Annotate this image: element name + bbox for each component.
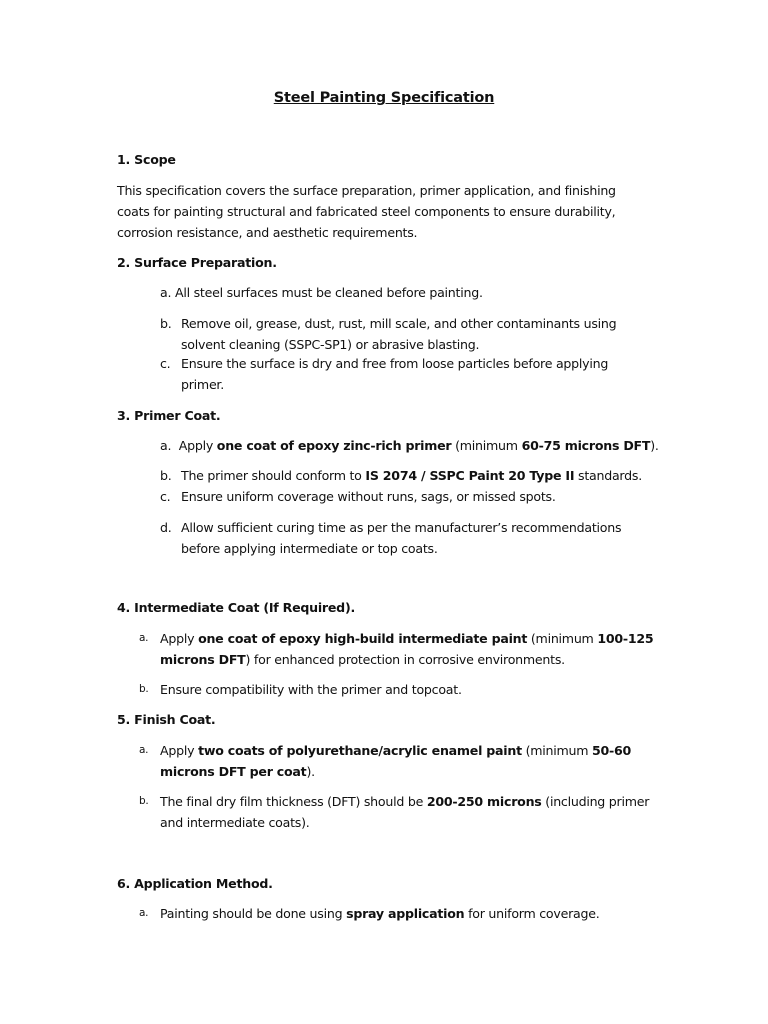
intermediate-item-a-line-1 xyxy=(160,628,653,649)
intermediate-item-a-mid: (minimum xyxy=(527,631,598,646)
surface-item-a: a. All steel surfaces must be cleaned before painting. xyxy=(160,285,483,300)
finish-item-b-post: (including primer xyxy=(541,794,650,809)
section-heading-scope: 1. Scope xyxy=(117,152,176,167)
surface-item-b-marker: b. xyxy=(160,316,172,331)
surface-item-c-line-1: Ensure the surface is dry and free from loose particles before applying xyxy=(181,356,609,371)
application-item-a-pre: Painting should be done using xyxy=(160,906,347,921)
finish-item-a-bold-3: microns DFT per coat xyxy=(160,764,307,779)
primer-item-a xyxy=(160,435,659,456)
scope-line-3: corrosion resistance, and aesthetic requirements. xyxy=(117,225,418,240)
finish-item-a xyxy=(160,740,631,782)
application-item-a-bold: spray application xyxy=(346,906,465,921)
surface-item-b-line-2: solvent cleaning (SSPC-SP1) or abrasive blasting. xyxy=(181,337,480,352)
finish-item-a-line-1 xyxy=(160,740,631,761)
finish-item-a-line-2 xyxy=(160,761,631,782)
primer-item-c-marker: c. xyxy=(160,489,171,504)
finish-item-b-pre: The final dry film thickness (DFT) should be xyxy=(160,794,427,809)
section-heading-primer-coat: 3. Primer Coat. xyxy=(117,408,221,423)
primer-item-d-marker: d. xyxy=(160,520,172,535)
finish-item-a-mid: (minimum xyxy=(521,743,593,758)
finish-item-b-bold: 200-250 microns xyxy=(426,794,542,809)
primer-item-d-line-2: before applying intermediate or top coats. xyxy=(181,541,438,556)
section-heading-finish-coat: 5. Finish Coat. xyxy=(117,712,216,727)
section-heading-application-method: 6. Application Method. xyxy=(117,876,273,891)
application-item-a-post: for uniform coverage. xyxy=(464,906,600,921)
scope-line-2: coats for painting structural and fabricated steel components to ensure durability, xyxy=(117,204,616,219)
intermediate-item-a-pre: Apply xyxy=(160,631,199,646)
primer-item-d-line-1: Allow sufficient curing time as per the manufacturer’s recommendations xyxy=(181,520,622,535)
primer-item-c: Ensure uniform coverage without runs, sags, or missed spots. xyxy=(181,489,556,504)
surface-item-b-line-1: Remove oil, grease, dust, rust, mill scale, and other contaminants using xyxy=(181,316,617,331)
section-heading-intermediate-coat: 4. Intermediate Coat (If Required). xyxy=(117,600,355,615)
intermediate-item-a-post: ) for enhanced protection in corrosive environments. xyxy=(245,652,565,667)
finish-item-b-line-2: and intermediate coats). xyxy=(160,815,310,830)
surface-item-b xyxy=(181,313,616,355)
primer-item-b xyxy=(181,465,642,486)
finish-item-b-line-1 xyxy=(160,791,649,812)
primer-item-b-pre: The primer should conform to xyxy=(181,468,366,483)
intermediate-item-b-marker: b. xyxy=(139,683,149,695)
finish-item-a-marker: a. xyxy=(139,744,149,756)
surface-item-c-line-2: primer. xyxy=(181,377,224,392)
primer-item-a-post: ). xyxy=(650,438,659,453)
intermediate-item-a-bold-2: 100-125 xyxy=(597,631,654,646)
primer-item-a-bold-2: 60-75 microns DFT xyxy=(521,438,651,453)
finish-item-b xyxy=(160,791,649,833)
finish-item-a-post: ). xyxy=(306,764,315,779)
primer-item-b-post: standards. xyxy=(574,468,642,483)
primer-item-b-bold: IS 2074 / SSPC Paint 20 Type II xyxy=(365,468,575,483)
intermediate-item-a-bold-3: microns DFT xyxy=(160,652,246,667)
primer-item-b-marker: b. xyxy=(160,468,172,483)
primer-item-a-pre: a. Apply xyxy=(160,438,217,453)
intermediate-item-a xyxy=(160,628,653,670)
primer-item-a-bold-1: one coat of epoxy zinc-rich primer xyxy=(216,438,452,453)
finish-item-a-bold-1: two coats of polyurethane/acrylic enamel paint xyxy=(198,743,522,758)
application-item-a xyxy=(160,903,599,924)
intermediate-item-a-line-2 xyxy=(160,649,653,670)
application-item-a-marker: a. xyxy=(139,907,149,919)
finish-item-b-marker: b. xyxy=(139,795,149,807)
intermediate-item-a-bold-1: one coat of epoxy high-build intermediate paint xyxy=(198,631,528,646)
primer-item-a-mid: (minimum xyxy=(451,438,522,453)
section-heading-surface-preparation: 2. Surface Preparation. xyxy=(117,255,277,270)
finish-item-a-bold-2: 50-60 xyxy=(592,743,632,758)
intermediate-item-b: Ensure compatibility with the primer and topcoat. xyxy=(160,682,462,697)
surface-item-c-marker: c. xyxy=(160,356,171,371)
document-title: Steel Painting Specification xyxy=(273,90,495,106)
surface-item-c xyxy=(181,353,608,395)
intermediate-item-a-marker: a. xyxy=(139,632,149,644)
primer-item-d xyxy=(181,517,621,559)
scope-line-1: This specification covers the surface preparation, primer application, and finishing xyxy=(117,183,616,198)
finish-item-a-pre: Apply xyxy=(160,743,199,758)
scope-paragraph xyxy=(117,180,616,243)
